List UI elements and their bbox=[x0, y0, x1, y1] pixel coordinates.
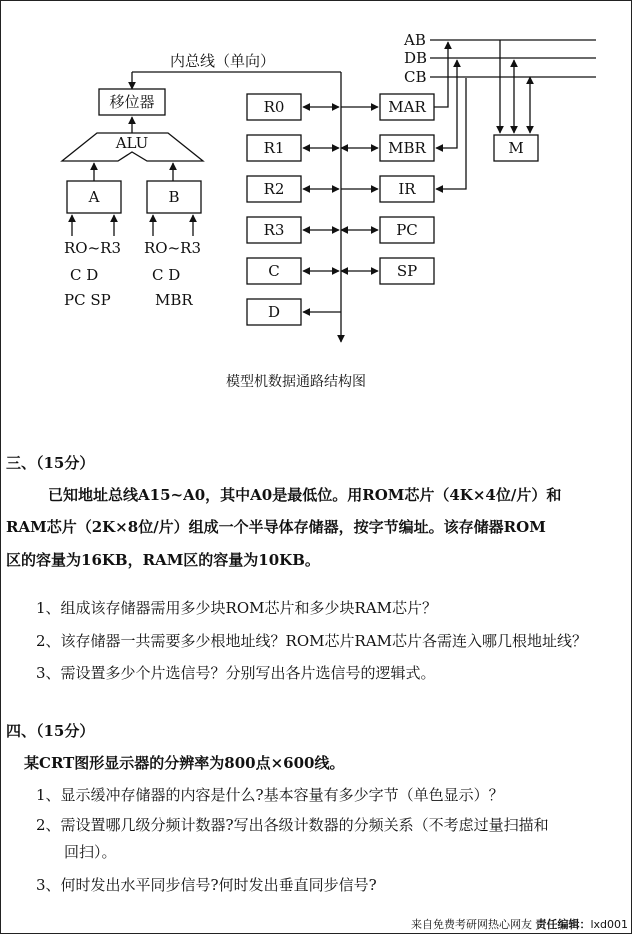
memory-label: M bbox=[508, 139, 524, 157]
q3-paragraph-line2: RAM芯片（2K×8位/片）组成一个半导体存储器，按字节编址。该存储器ROM bbox=[6, 518, 546, 536]
internal-bus-label: 内总线（单向） bbox=[170, 52, 276, 70]
q3-header: 三、（15分） bbox=[6, 454, 95, 472]
reg-d: D bbox=[267, 303, 281, 321]
q4-item-2-cont: 回扫）。 bbox=[64, 843, 117, 861]
q3-item-3: 3、需设置多少个片选信号？分别写出各片选信号的逻辑式。 bbox=[36, 664, 436, 682]
q4-item-1: 1、显示缓冲存储器的内容是什么?基本容量有多少字节（单色显示）？ bbox=[36, 786, 504, 804]
reg-a-label: A bbox=[88, 188, 100, 206]
footer-source: 来自免费考研网热心网友 bbox=[410, 918, 532, 931]
q3-paragraph-line1: 已知地址总线A15~A0，其中A0是最低位。用ROM芯片（4K×4位/片）和 bbox=[48, 486, 562, 504]
a-input-1: C D bbox=[70, 266, 99, 284]
q4-item-3: 3、何时发出水平同步信号?何时发出垂直同步信号? bbox=[36, 876, 377, 894]
a-input-2: PC SP bbox=[64, 291, 111, 309]
reg-sp: SP bbox=[396, 262, 418, 280]
bus-db-label: DB bbox=[404, 49, 428, 67]
b-input-0: RO~R3 bbox=[144, 239, 201, 257]
bus-cb-label: CB bbox=[404, 68, 427, 86]
q3-paragraph-line3: 区的容量为16KB，RAM区的容量为10KB。 bbox=[6, 551, 320, 569]
reg-r0: R0 bbox=[263, 98, 285, 116]
a-input-0: RO~R3 bbox=[64, 239, 121, 257]
reg-r3: R3 bbox=[263, 221, 285, 239]
b-input-1: C D bbox=[152, 266, 181, 284]
footer-editor-label: 责任编辑： bbox=[535, 918, 591, 931]
bus-ab-label: AB bbox=[404, 31, 426, 49]
q4-intro: 某CRT图形显示器的分辨率为800点×600线。 bbox=[24, 754, 345, 772]
reg-mbr: MBR bbox=[388, 139, 426, 157]
reg-c: C bbox=[268, 262, 280, 280]
reg-ir: IR bbox=[398, 180, 416, 198]
q3-item-2: 2、该存储器一共需要多少根地址线？ROM芯片RAM芯片各需连入哪几根地址线？ bbox=[36, 632, 587, 650]
reg-r2: R2 bbox=[263, 180, 285, 198]
reg-b-label: B bbox=[168, 188, 180, 206]
footer bbox=[411, 916, 628, 932]
reg-r1: R1 bbox=[263, 139, 285, 157]
datapath-diagram bbox=[0, 0, 632, 400]
q4-header: 四、（15分） bbox=[6, 722, 95, 740]
reg-pc: PC bbox=[396, 221, 418, 239]
q4-item-2: 2、需设置哪几级分频计数器?写出各级计数器的分频关系（不考虑过量扫描和 bbox=[36, 816, 549, 834]
q3-item-1: 1、组成该存储器需用多少块ROM芯片和多少块RAM芯片？ bbox=[36, 599, 437, 617]
shifter-label: 移位器 bbox=[109, 93, 155, 111]
diagram-caption: 模型机数据通路结构图 bbox=[226, 374, 366, 390]
b-input-2: MBR bbox=[155, 291, 193, 309]
alu-label: ALU bbox=[115, 134, 149, 152]
reg-mar: MAR bbox=[388, 98, 426, 116]
footer-editor: lxd001 bbox=[590, 918, 628, 931]
